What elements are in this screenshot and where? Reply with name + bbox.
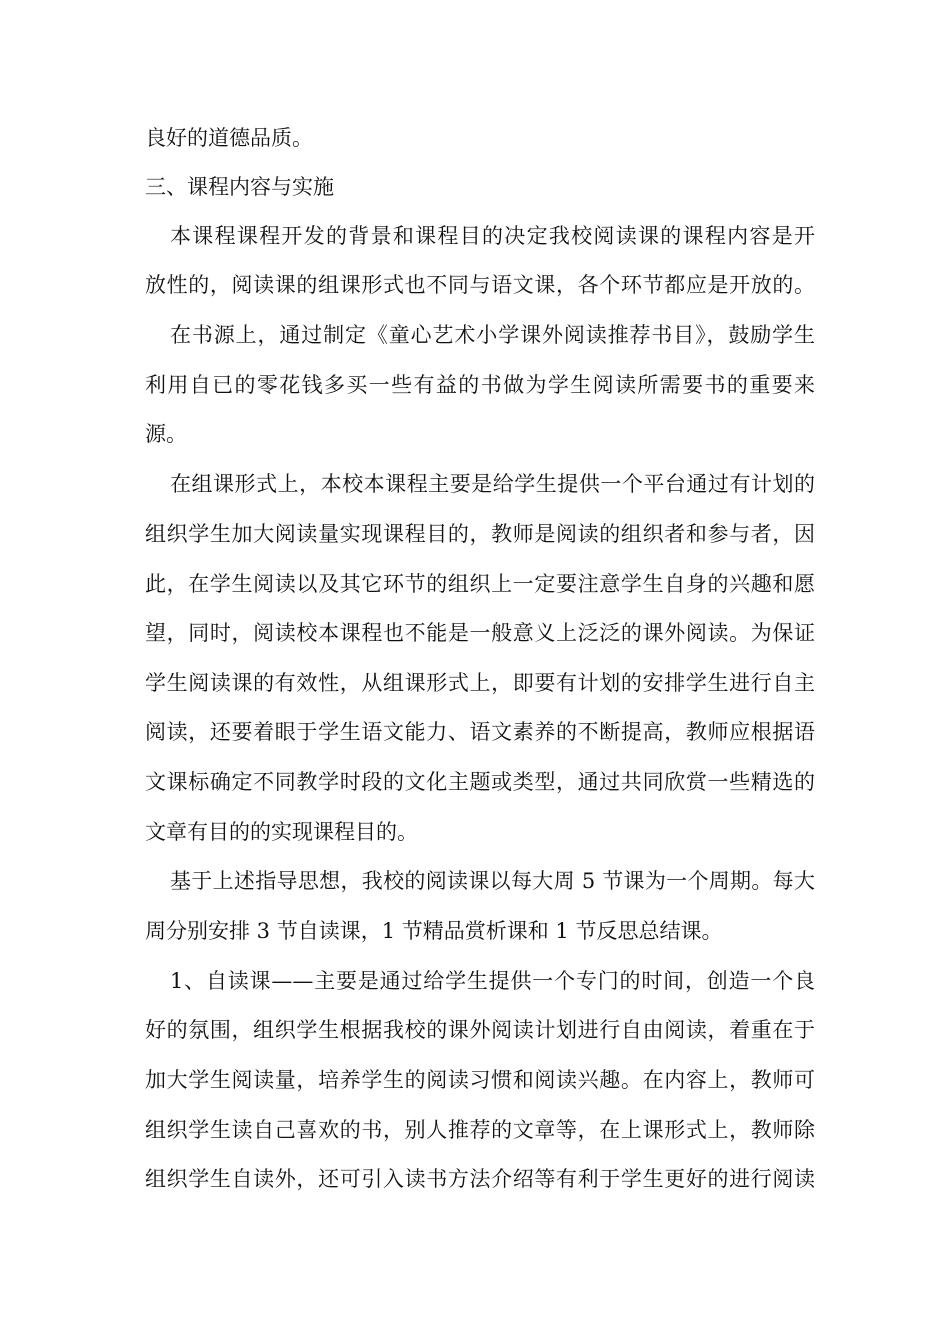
text-line-13: 阅读，还要着眼于学生语文能力、语文素养的不断提高，教师应根据语 [145,720,815,744]
text-line-15: 文章有目的的实现课程目的。 [145,820,418,844]
text-line-8: 在组课形式上，本校本课程主要是给学生提供一个平台通过有计划的 [170,472,815,496]
text-line-20: 加大学生阅读量，培养学生的阅读习惯和阅读兴趣。在内容上，教师可 [145,1068,815,1092]
text-line-17: 周分别安排 3 节自读课，1 节精品赏析课和 1 节反思总结课。 [145,919,723,943]
text-line-7: 源。 [145,422,187,446]
text-line-3: 本课程课程开发的背景和课程目的决定我校阅读课的课程内容是开 [170,224,815,248]
text-line-12: 学生阅读课的有效性，从组课形式上，即要有计划的安排学生进行自主 [145,671,815,695]
text-line-16: 基于上述指导思想，我校的阅读课以每大周 5 节课为一个周期。每大 [170,869,815,893]
text-line-14: 文课标确定不同教学时段的文化主题或类型，通过共同欣赏一些精选的 [145,770,815,794]
text-line-21: 组织学生读自己喜欢的书，别人推荐的文章等，在上课形式上，教师除 [145,1118,815,1142]
text-line-4: 放性的，阅读课的组课形式也不同与语文课，各个环节都应是开放的。 [145,273,815,297]
text-line-6: 利用自已的零花钱多买一些有益的书做为学生阅读所需要书的重要来 [145,373,815,397]
text-line-19: 好的氛围，组织学生根据我校的课外阅读计划进行自由阅读，着重在于 [145,1018,815,1042]
text-line-1: 良好的道德品质。 [145,126,313,150]
text-line-11: 望，同时，阅读校本课程也不能是一般意义上泛泛的课外阅读。为保证 [145,621,815,645]
text-line-9: 组织学生加大阅读量实现课程目的，教师是阅读的组织者和参与者，因 [145,522,815,546]
section-heading: 三、课程内容与实施 [145,175,334,199]
text-line-10: 此，在学生阅读以及其它环节的组织上一定要注意学生自身的兴趣和愿 [145,572,815,596]
text-line-5: 在书源上，通过制定《童心艺术小学课外阅读推荐书目》，鼓励学生 [170,323,815,347]
text-line-22: 组织学生自读外，还可引入读书方法介绍等有利于学生更好的进行阅读 [145,1167,815,1191]
text-line-18: 1、自读课——主要是通过给学生提供一个专门的时间，创造一个良 [170,969,815,993]
